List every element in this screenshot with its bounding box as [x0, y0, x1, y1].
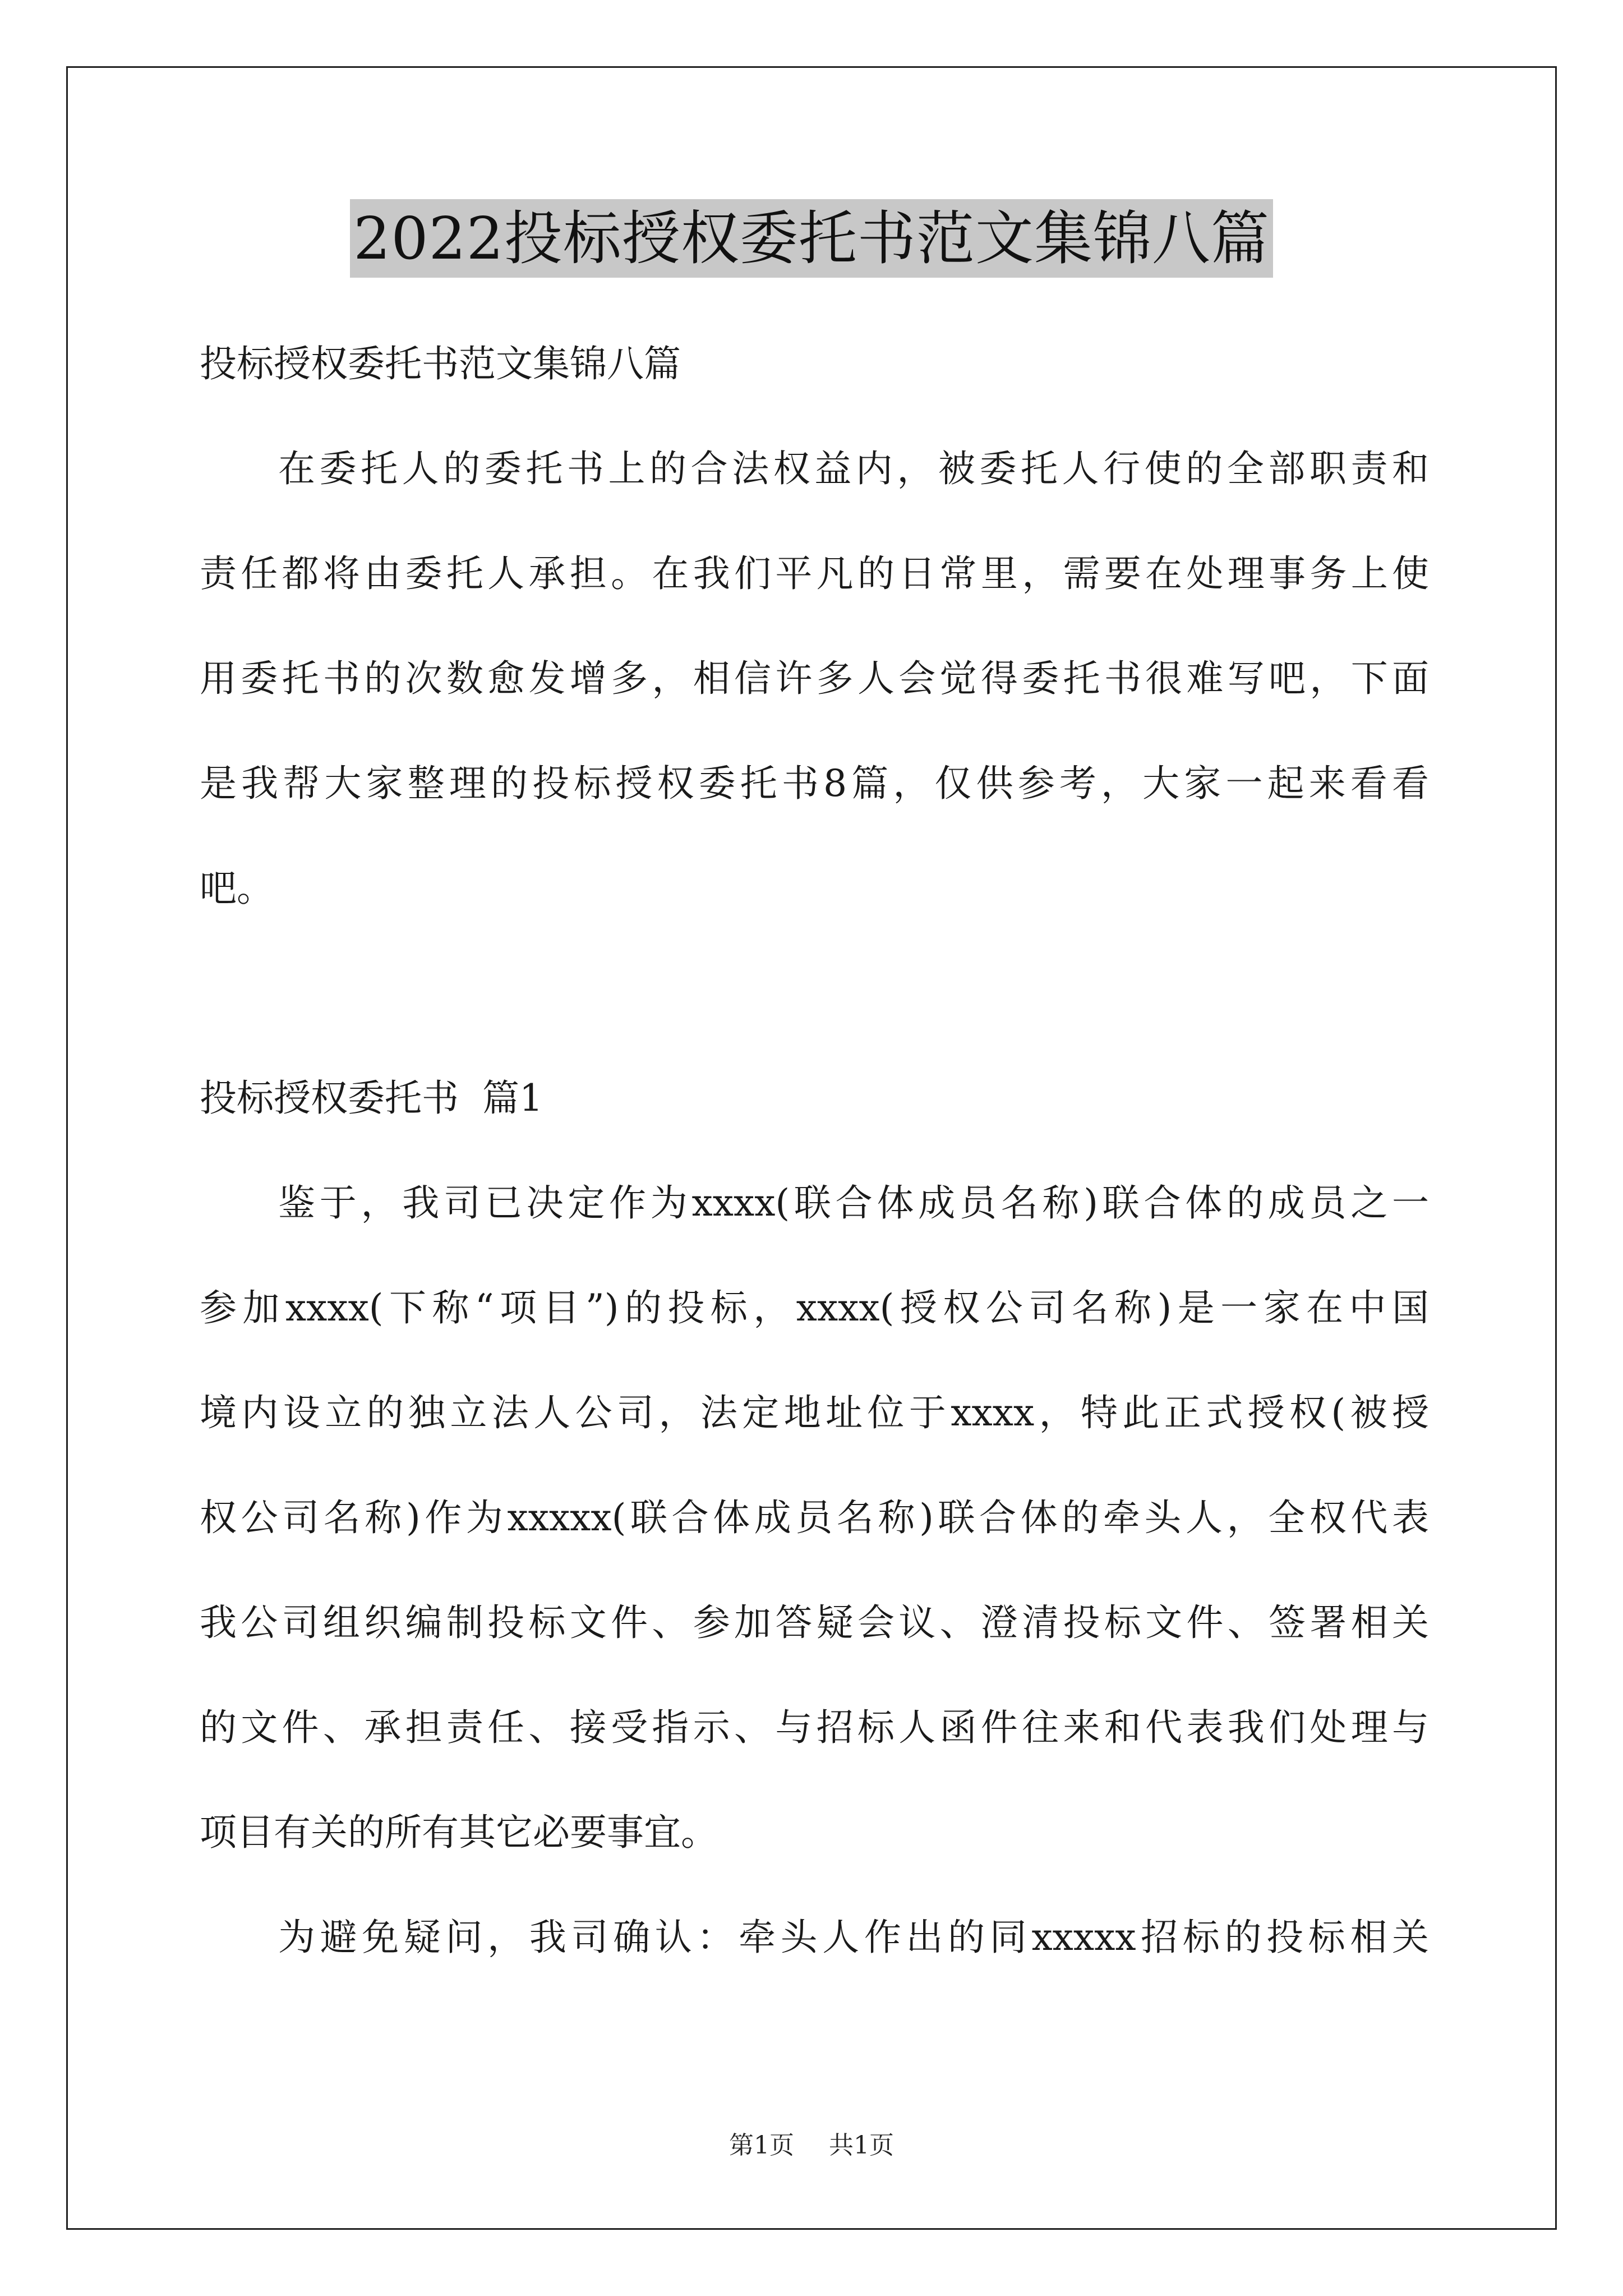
title-container	[0, 199, 1623, 278]
paragraph-line: 权公司名称)作为xxxxx(联合体成员名称)联合体的牵头人，全权代表	[200, 1496, 1429, 1539]
section-heading: 投标授权委托书 篇1	[200, 1076, 543, 1120]
paragraph-line: 我公司组织编制投标文件、参加答疑会议、澄清投标文件、签署相关	[200, 1601, 1429, 1644]
paragraph-line: 用委托书的次数愈发增多，相信许多人会觉得委托书很难写吧，下面	[200, 657, 1429, 700]
paragraph-line: 责任都将由委托人承担。在我们平凡的日常里，需要在处理事务上使	[200, 552, 1429, 595]
paragraph-line: 鉴于，我司已决定作为xxxx(联合体成员名称)联合体的成员之一	[278, 1181, 1429, 1225]
spacer	[200, 941, 1429, 1046]
page-footer	[0, 2129, 1623, 2162]
document-title: 2022投标授权委托书范文集锦八篇	[350, 199, 1273, 278]
paragraph-line: 的文件、承担责任、接受指示、与招标人函件往来和代表我们处理与	[200, 1706, 1429, 1749]
paragraph-line: 吧。	[200, 867, 274, 910]
paragraph-line: 参加xxxx(下称“项目”)的投标，xxxx(授权公司名称)是一家在中国	[200, 1286, 1429, 1329]
paragraph-line: 是我帮大家整理的投标授权委托书8篇，仅供参考，大家一起来看看	[200, 762, 1429, 805]
page-number: 第1页	[729, 2131, 794, 2160]
paragraph-line: 境内设立的独立法人公司，法定地址位于xxxx，特此正式授权(被授	[200, 1391, 1429, 1434]
document-body	[200, 311, 1429, 1990]
paragraph-line: 项目有关的所有其它必要事宜。	[200, 1811, 718, 1854]
page-total: 共1页	[829, 2131, 894, 2160]
paragraph-line: 在委托人的委托书上的合法权益内，被委托人行使的全部职责和	[278, 447, 1429, 490]
subtitle: 投标授权委托书范文集锦八篇	[200, 342, 681, 385]
paragraph-line: 为避免疑问，我司确认：牵头人作出的同xxxxx招标的投标相关	[278, 1916, 1429, 1959]
